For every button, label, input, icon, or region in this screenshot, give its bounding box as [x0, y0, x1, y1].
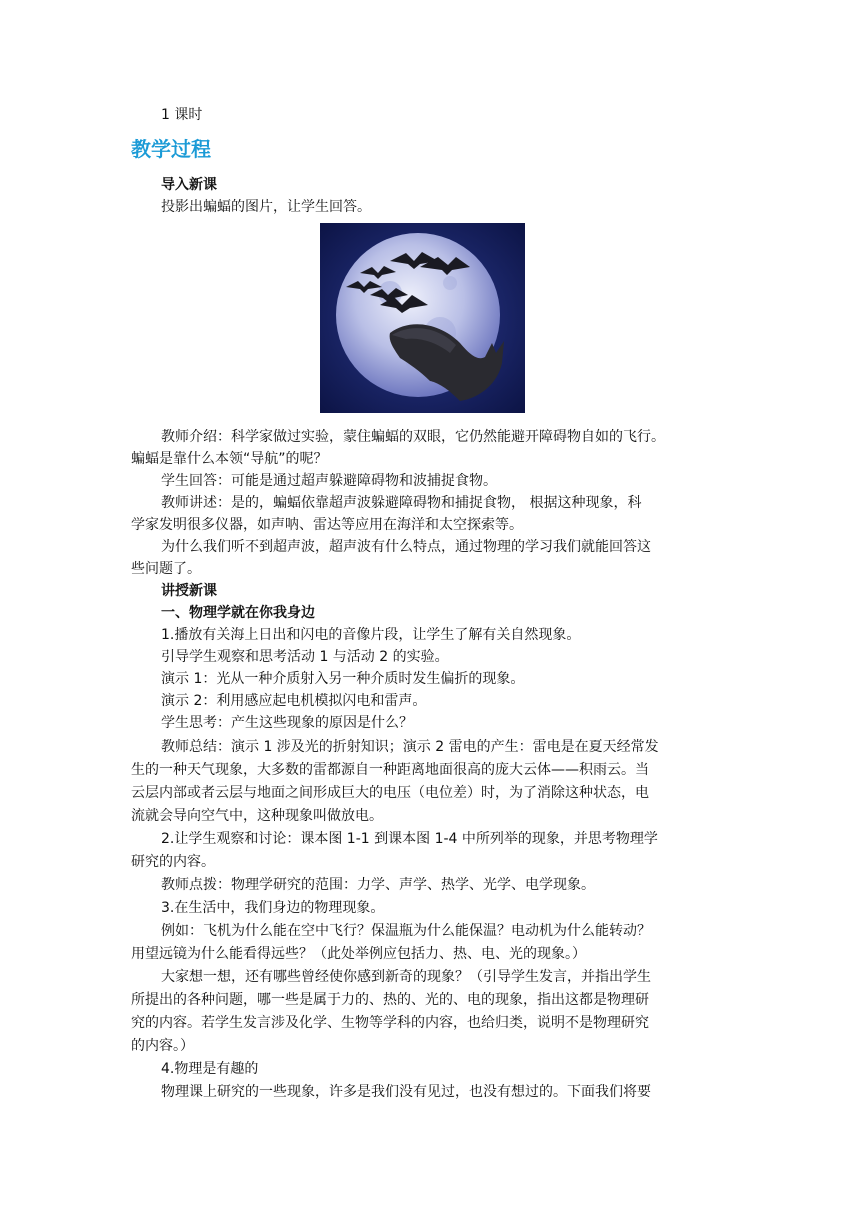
part1-title: 一、物理学就在你我身边	[161, 605, 315, 621]
summary-line-3: 云层内部或者云层与地面之间形成巨大的电压（电位差）时，为了消除这种状态，电	[131, 785, 649, 801]
student-answer: 学生回答：可能是通过超声躲避障碍物和波捕捉食物。	[161, 473, 497, 489]
think2-line-1: 大家想一想，还有哪些曾经使你感到新奇的现象？（引导学生发言，并指出学生	[161, 969, 651, 985]
summary-line-2: 生的一种天气现象，大多数的雷都源自一种距离地面很高的庞大云体——积雨云。当	[131, 762, 649, 778]
class-period: 1 课时	[161, 107, 203, 123]
summary-line-1: 教师总结：演示 1 涉及光的折射知识；演示 2 雷电的产生：雷电是在夏天经常发	[161, 739, 659, 755]
paragraph-6: 物理课上研究的一些现象，许多是我们没有见过，也没有想过的。下面我们将要	[161, 1084, 651, 1100]
lesson-title: 讲授新课	[161, 583, 217, 599]
think2-line-3: 究的内容。若学生发言涉及化学、生物等学科的内容，也给归类，说明不是物理研究	[131, 1015, 649, 1031]
paragraph-5: 4.物理是有趣的	[161, 1061, 259, 1077]
intro-instruction: 投影出蝙蝠的图片，让学生回答。	[161, 199, 371, 215]
think2-line-2: 所提出的各种问题，哪一些是属于力的、热的、光的、电的现象，指出这都是物理研	[131, 992, 649, 1008]
paragraph-3-line-2: 研究的内容。	[131, 854, 215, 870]
paragraph-4: 3.在生活中，我们身边的物理现象。	[161, 900, 385, 916]
teacher-intro-line-1: 教师介绍：科学家做过实验，蒙住蝙蝠的双眼，它仍然能避开障碍物自如的飞行。	[161, 429, 665, 445]
example-line-1: 例如：飞机为什么能在空中飞行？保温瓶为什么能保温？电动机为什么能转动？	[161, 923, 651, 939]
intro-title: 导入新课	[161, 177, 217, 193]
student-think: 学生思考：产生这些现象的原因是什么？	[161, 715, 413, 731]
section-heading: 教学过程	[131, 137, 211, 161]
paragraph-3-line-1: 2.让学生观察和讨论：课本图 1-1 到课本图 1-4 中所列举的现象，并思考物理学	[161, 831, 658, 847]
demo-2: 演示 2：利用感应起电机模拟闪电和雷声。	[161, 693, 427, 709]
question-line-2: 些问题了。	[131, 561, 201, 577]
teacher-narrate-line-1: 教师讲述：是的，蝙蝠依靠超声波躲避障碍物和捕捉食物， 根据这种现象，科	[161, 495, 642, 511]
demo-1: 演示 1：光从一种介质射入另一种介质时发生偏折的现象。	[161, 671, 525, 687]
teacher-guide: 教师点拨：物理学研究的范围：力学、声学、热学、光学、电学现象。	[161, 877, 595, 893]
teacher-narrate-line-2: 学家发明很多仪器，如声呐、雷达等应用在海洋和太空探索等。	[131, 517, 523, 533]
bat-moon-photo	[320, 223, 525, 413]
think2-line-4: 的内容。）	[131, 1038, 194, 1054]
summary-line-4: 流就会导向空气中，这种现象叫做放电。	[131, 808, 383, 824]
teacher-intro-line-2: 蝙蝠是靠什么本领“导航”的呢？	[131, 451, 328, 467]
example-line-2: 用望远镜为什么能看得远些？（此处举例应包括力、热、电、光的现象。）	[131, 946, 586, 962]
paragraph-1: 1.播放有关海上日出和闪电的音像片段，让学生了解有关自然现象。	[161, 627, 581, 643]
question-line-1: 为什么我们听不到超声波，超声波有什么特点，通过物理的学习我们就能回答这	[161, 539, 651, 555]
paragraph-2: 引导学生观察和思考活动 1 与活动 2 的实验。	[161, 649, 449, 665]
